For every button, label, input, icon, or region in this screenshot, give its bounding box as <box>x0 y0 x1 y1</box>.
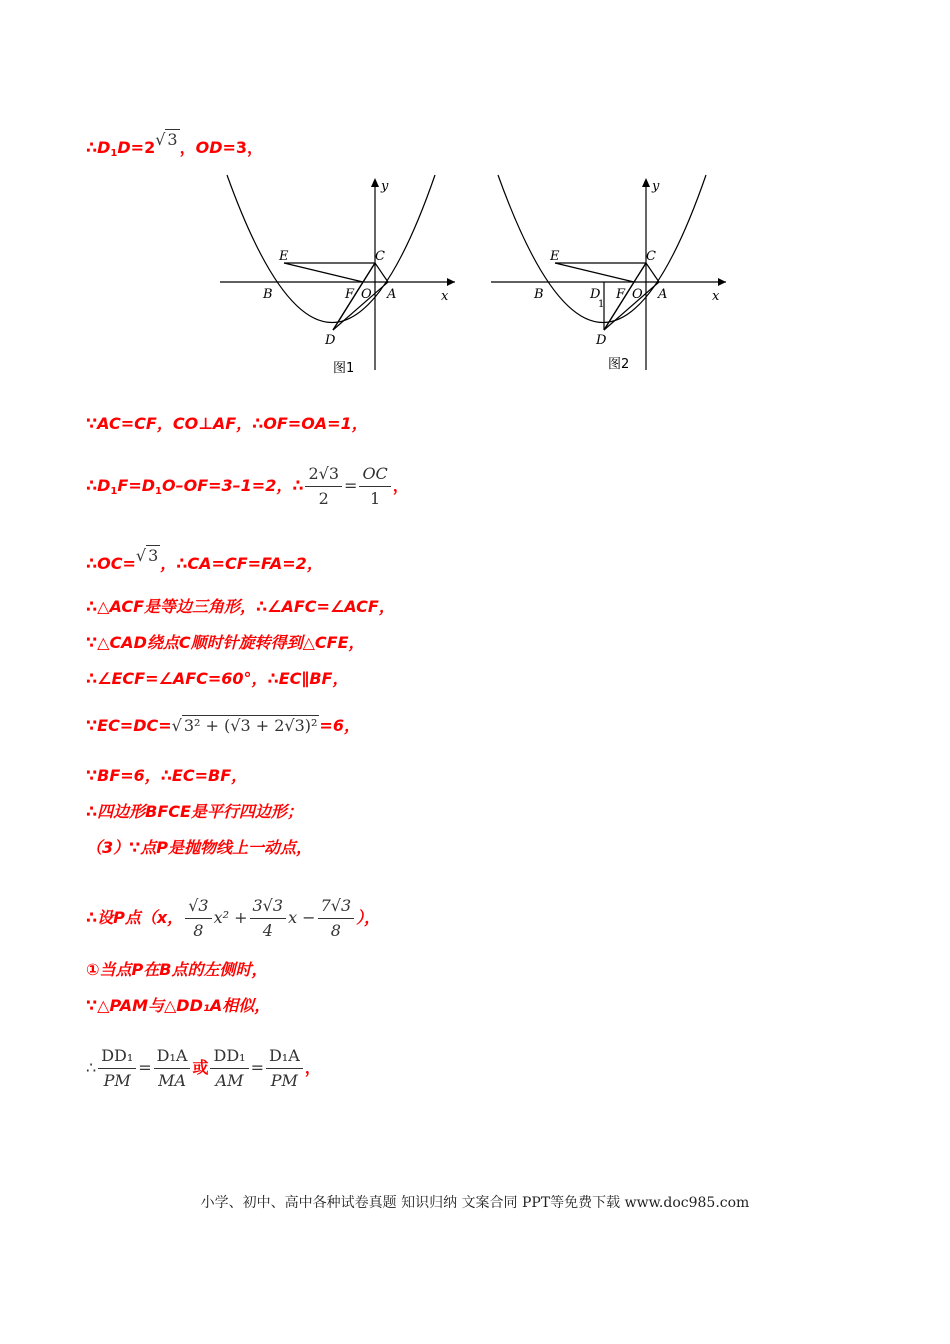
text-tail: ）， <box>356 908 381 927</box>
denominator: 8 <box>193 921 204 940</box>
denominator: 4 <box>262 921 273 940</box>
text-tail: =6， <box>319 716 360 735</box>
label-y: y <box>381 179 389 194</box>
comma: ， <box>179 138 196 157</box>
label-d1-subscript: 1 <box>598 299 605 310</box>
equals: = <box>138 1058 152 1077</box>
fraction <box>318 896 355 941</box>
label-x: x <box>712 289 720 304</box>
parabola <box>227 175 435 323</box>
comma: ， <box>304 1058 321 1077</box>
denominator: PM <box>103 1071 131 1090</box>
line-text: ∵△CAD绕点C顺时针旋转得到△CFE， <box>86 633 365 652</box>
line-5 <box>86 597 395 617</box>
fraction <box>359 464 390 509</box>
sqrt: √ 3² + (√3 + 2√3)² <box>171 716 318 735</box>
denominator: AM <box>215 1071 244 1090</box>
label-a: A <box>387 287 397 302</box>
line-text: ∵AC=CF，CO⊥AF，∴OF=OA=1， <box>86 414 368 433</box>
label-y: y <box>652 179 660 194</box>
text-rest: O–OF=3–1=2，∴ <box>161 476 304 495</box>
numerator: 2√3 <box>305 464 342 487</box>
label-d: D <box>596 333 607 348</box>
label-f: F <box>345 287 355 302</box>
subscript: 1 <box>110 148 118 159</box>
text-d: D <box>97 138 111 157</box>
equals: = <box>250 1058 264 1077</box>
label-d1: D <box>590 287 601 302</box>
fraction <box>305 464 342 509</box>
text-pre: ∵EC=DC= <box>86 716 172 735</box>
line-7 <box>86 669 349 689</box>
term: x − <box>288 908 316 927</box>
figure-1 <box>215 170 460 380</box>
line-13 <box>86 960 267 980</box>
line-text: ∵△PAM与△DD₁A相似， <box>86 996 271 1015</box>
text-d2: D <box>117 138 131 157</box>
numerator: √3 <box>185 896 211 919</box>
figure-caption: 图1 <box>333 361 355 376</box>
segment-ef <box>555 263 634 282</box>
denominator: 8 <box>330 921 341 940</box>
text-d: D <box>97 476 111 495</box>
fraction <box>250 896 287 941</box>
sqrt: √ 3 <box>135 546 159 565</box>
radicand: 3 <box>148 546 159 565</box>
line-text: ∴△ACF是等边三角形，∴∠AFC=∠ACF， <box>86 597 395 616</box>
denominator: 1 <box>370 489 381 508</box>
or-word: 或 <box>192 1058 209 1077</box>
label-c: C <box>646 249 656 264</box>
line-2 <box>86 414 368 434</box>
denominator: MA <box>158 1071 187 1090</box>
line-3 <box>86 464 409 509</box>
label-a: A <box>658 287 668 302</box>
line-12 <box>86 896 380 941</box>
label-x: x <box>441 289 449 304</box>
fraction <box>98 1046 136 1091</box>
numerator: 7√3 <box>318 896 355 919</box>
text-od: OD <box>195 138 223 157</box>
segment-ca <box>646 263 659 282</box>
y-arrow-icon <box>371 178 379 187</box>
y-arrow-icon <box>642 178 650 187</box>
line-text: ∴∠ECF=∠AFC=60°，∴EC∥BF， <box>86 669 349 688</box>
label-d: D <box>325 333 336 348</box>
term: x² + <box>213 908 248 927</box>
line-15 <box>86 1046 321 1091</box>
fraction <box>266 1046 303 1091</box>
x-arrow-icon <box>718 278 726 286</box>
line-8 <box>86 716 360 736</box>
label-o: O <box>361 287 372 302</box>
line-9 <box>86 766 247 786</box>
radicand: 3² + (√3 + 2√3)² <box>183 716 318 735</box>
text-f: F= <box>117 476 142 495</box>
line-11 <box>86 838 312 858</box>
line-14 <box>86 996 270 1016</box>
text-eq: =2 <box>130 138 156 157</box>
footer-text: 小学、初中、高中各种试卷真题 知识归纳 文案合同 PPT等免费下载 www.doc985.com <box>200 1195 750 1211</box>
line-text: （3）∵点P是抛物线上一动点， <box>86 838 312 857</box>
line-text: ∵BF=6，∴EC=BF， <box>86 766 248 785</box>
comma: ， <box>392 476 409 495</box>
label-b: B <box>263 287 273 302</box>
label-f: F <box>616 287 626 302</box>
figure-caption: 图2 <box>608 357 630 372</box>
sqrt: √ 3 <box>155 130 178 149</box>
numerator: D₁A <box>154 1046 191 1069</box>
figure-2 <box>486 170 731 380</box>
therefore-symbol: ∴ <box>86 1058 97 1077</box>
label-b: B <box>534 287 544 302</box>
numerator: DD₁ <box>98 1046 136 1069</box>
text-tail: =3， <box>222 138 264 157</box>
line-6 <box>86 633 365 653</box>
line-text: ①当点P在B点的左侧时， <box>86 960 268 979</box>
label-c: C <box>375 249 385 264</box>
equals: = <box>344 476 358 495</box>
line-10 <box>86 802 303 822</box>
therefore-symbol: ∴ <box>86 138 98 157</box>
text-d: D <box>141 476 156 495</box>
therefore-symbol: ∴ <box>86 476 98 495</box>
numerator: D₁A <box>266 1046 303 1069</box>
radicand: 3 <box>167 130 178 149</box>
line-4 <box>86 546 323 574</box>
x-arrow-icon <box>447 278 455 286</box>
text-pre: ∴OC= <box>86 554 136 573</box>
denominator: 2 <box>318 489 329 508</box>
fraction <box>185 896 211 941</box>
text-pre: ∴设P点（x， <box>86 908 184 927</box>
label-e: E <box>279 249 289 264</box>
line-1 <box>86 130 263 164</box>
subscript: 1 <box>110 486 118 497</box>
label-e: E <box>550 249 560 264</box>
numerator: 3√3 <box>250 896 287 919</box>
fraction <box>210 1046 248 1091</box>
fraction <box>154 1046 191 1091</box>
numerator: OC <box>359 464 390 487</box>
subscript: 1 <box>155 486 162 497</box>
numerator: DD₁ <box>210 1046 248 1069</box>
segment-ef <box>284 263 363 282</box>
label-o: O <box>632 287 643 302</box>
denominator: PM <box>270 1071 298 1090</box>
segment-ca <box>375 263 388 282</box>
line-text: ∴四边形BFCE是平行四边形； <box>86 802 303 821</box>
text-tail: ，∴CA=CF=FA=2， <box>160 554 323 573</box>
